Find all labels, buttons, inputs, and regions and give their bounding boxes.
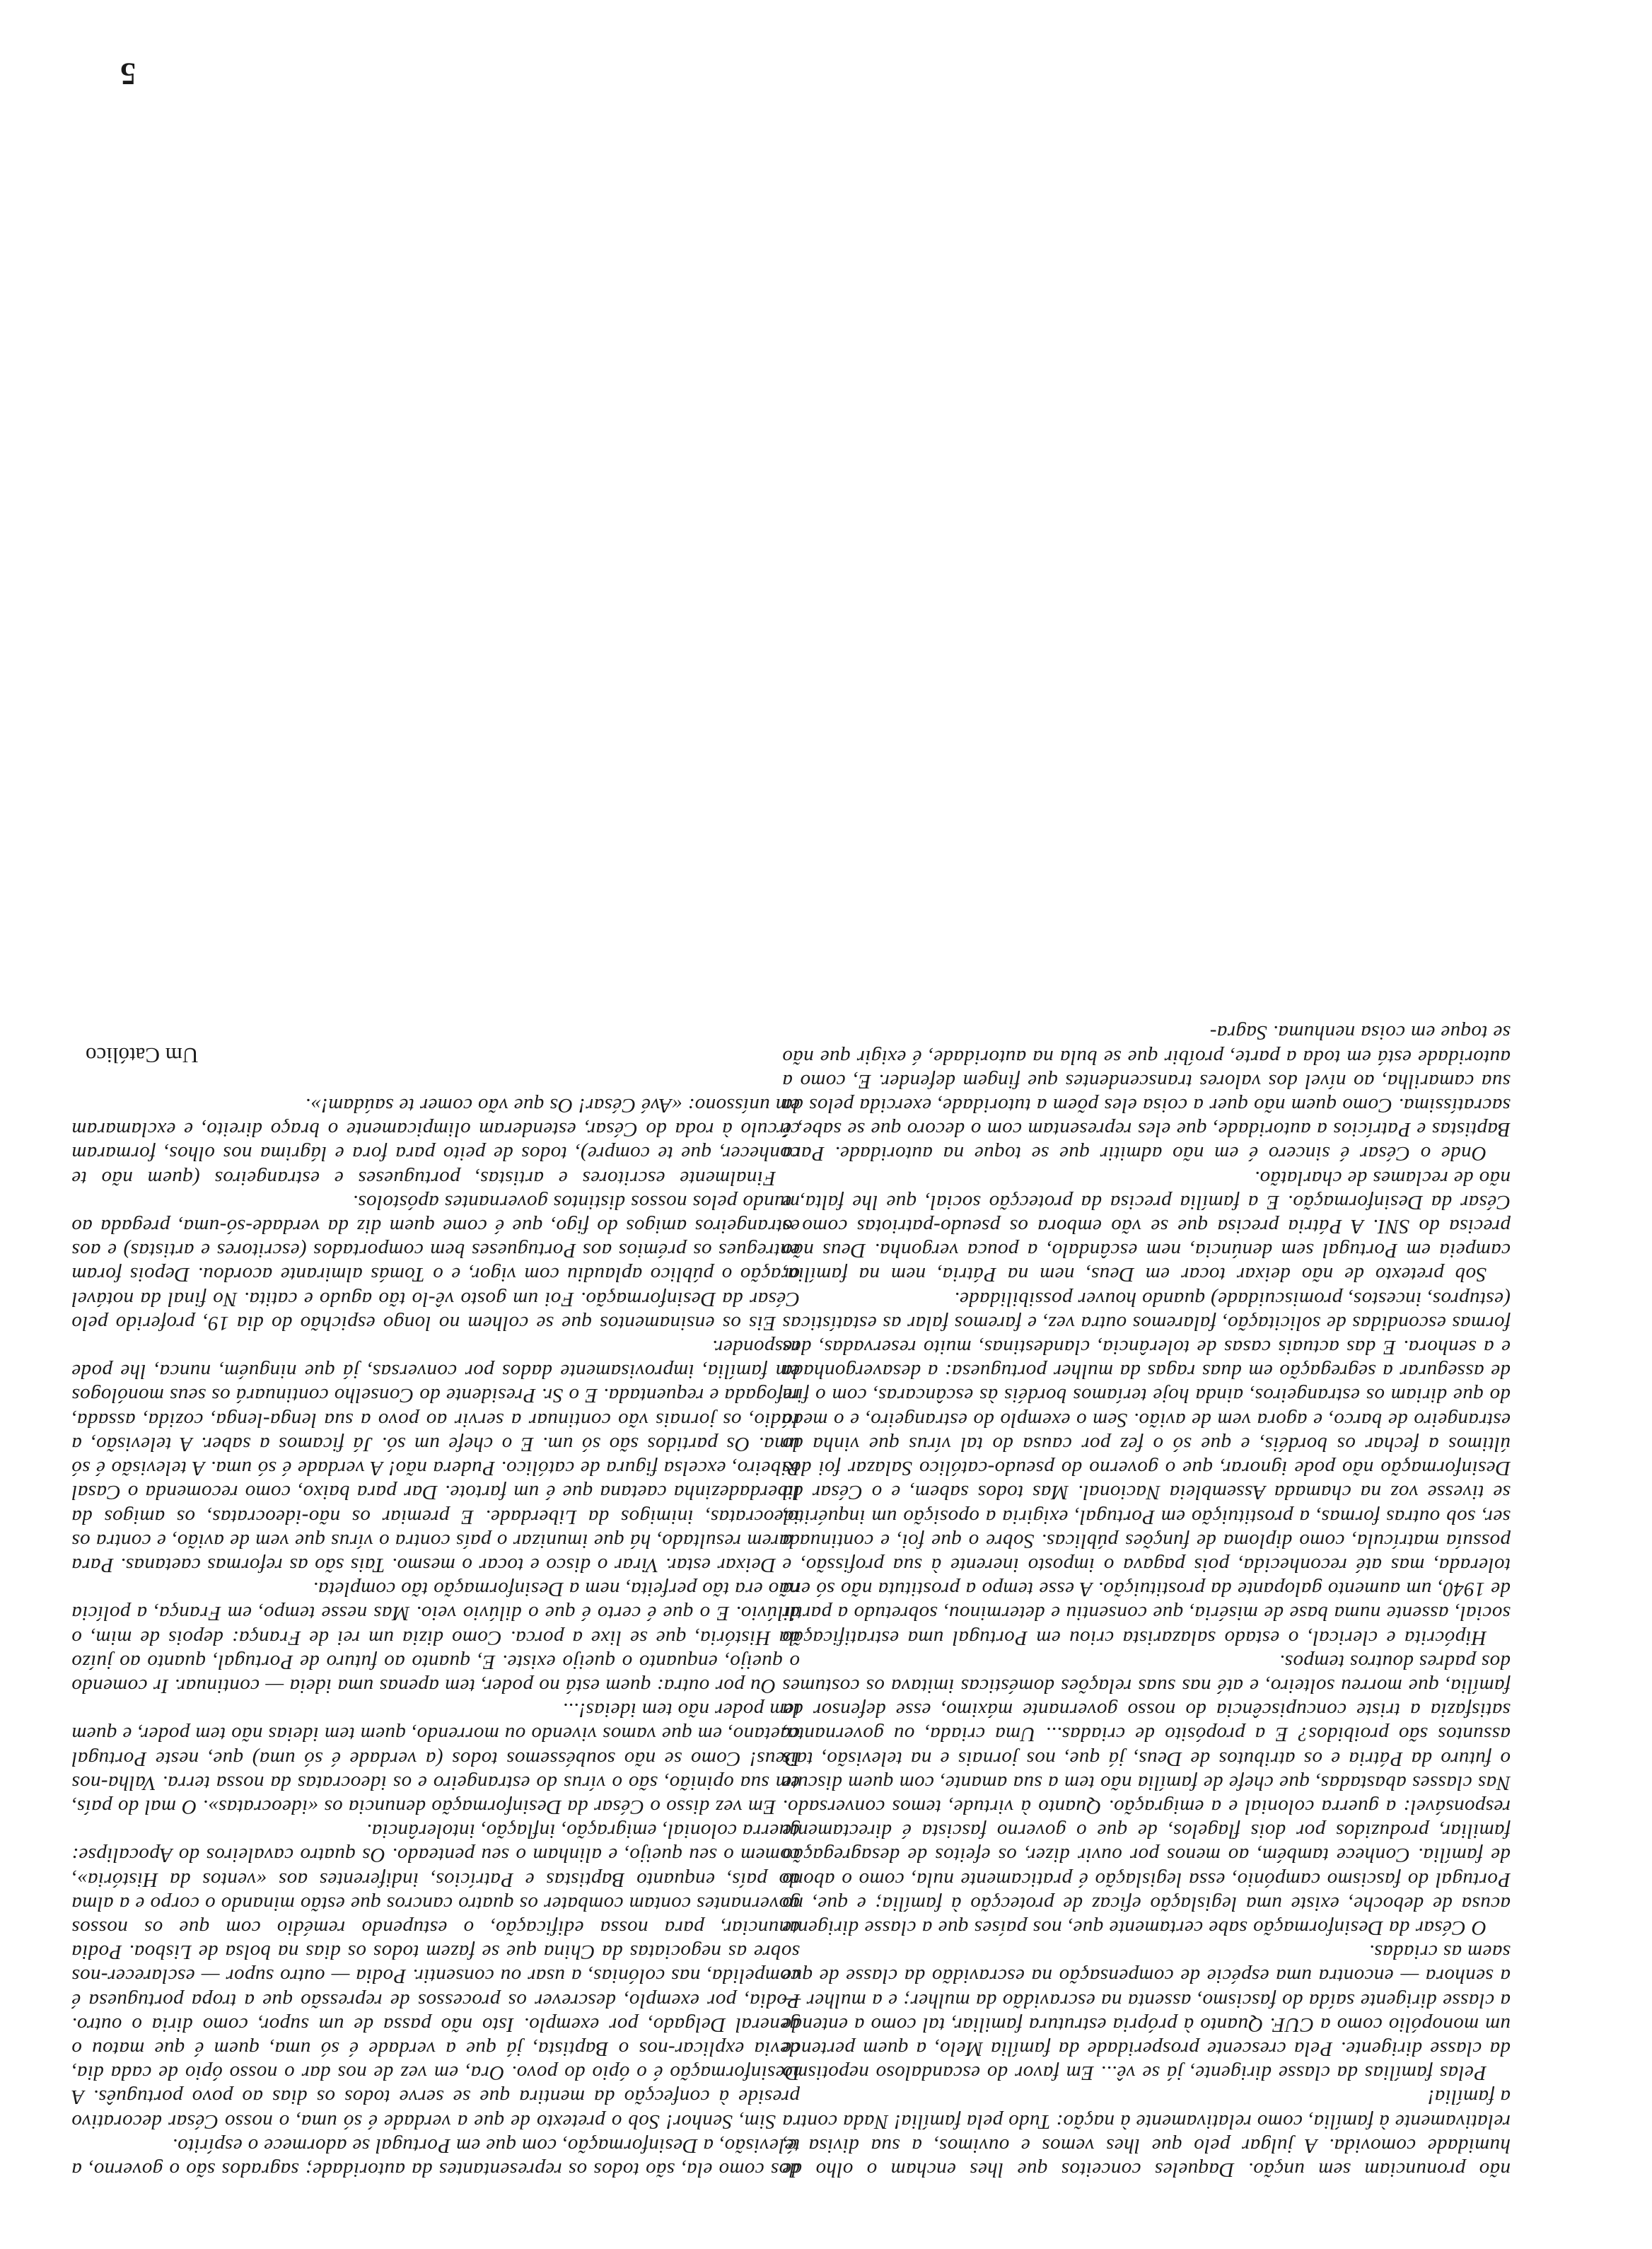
column-right <box>71 74 800 2182</box>
paragraph: Sob pretexto de não deixar tocar em Deus, nem na Pátria, nem na família, campeia em Portugal sem denúncia, nem escândalo, a pouca vergonha. Deus não precisa do SNI. A Pátria precisa que se vão embora os pseudo-patriotas como o César da Desinformação. E a família precisa da protecção social, que lhe falta, e não de reclames de charlatão. <box>782 1166 1511 1286</box>
paragraph: Hipócrita e clerical, o estado salazarista criou em Portugal uma estratificação social, assente numa base de miséria, que consentiu e determinou, sobretudo a partir de 1940, um aumento galopante da prostituição. A esse tempo a prostituta não só era tolerada, mas até reconhecida, pois pagava o imposto inerente à sua profissão, e possuía matrícula, como diploma de funções públicas. Sobre o que foi, e continua a ser, sob outras formas, a prostituição em Portugal, exigiria a oposição um inquérito, se tivesse voz na chamada Assembleia Nacional. Mas todos sabem, e o César da Desinformação não pode ignorar, que o governo do pseudo-católico Salazar foi dos últimos a fechar os bordéis, e que só o fez por causa do tal vírus que vinha do estrangeiro de barco, e agora vem de avião. Sem o exemplo do estrangeiro, e o medo do que diriam os estrangeiros, ainda hoje teríamos bordéis às escâncaras, com o fim de assegurar a segregação em duas ragas da mulher portuguesa: a desavergonhada e a senhora. E das actuais casas de tolerância, clandestinas, muito reservadas, das formas escondidas de solicitação, falaremos outra vez, e faremos falar as estatísticas (estupros, incestos, promiscuidade) quando houver possibilidade. <box>782 1287 1511 1649</box>
paragraph: Sim, Senhor! Sob o pretexto de que a verdade é só uma, o nosso César decorativo preside à confecção da mentira que se serve todos os dias ao povo português. A Desinformação é o ópio do povo. Ora, em vez de nos dar o nosso ópio de cada dia, devia explicar-nos o Baptista, já que a verdade é só uma, quem é que matou o general Delgado, por exemplo. Isto não passa de um supor, como diria o outro. Podia, por exemplo, descrever os processos de repressão que a tropa portuguesa é compelida, nas colónias, a usar ou consentir. Podia — outro supor — esclarecer-nos sobre as negociatas da China que se fazem todos os dias na bolsa de Lisboa. Podia anunciar, para nossa edificação, o estupendo remédio com que os nossos governantes contam combater os quatro cancros que estão minando o corpo e a alma do país, enquanto Baptistas e Patrícios, indiferentes aos «ventos da História», comem o seu queijo, e alinham o seu penteado. Os quatro cavaleiros do Apocalipse: guerra colonial, emigração, inflação, intolerância. <box>71 1820 800 2133</box>
paragraph: Em vez disso o César da Desinformação denuncia os «ideocratas». O mal do país, em sua opinião, são o vírus do estrangeiro e os ideocratas da nossa terra. Valha-nos Deus! Como se não soubéssemos todos (a verdade é só uma) que, neste Portugal caetano, em que vamos vivendo ou morrendo, quem tem ideias não tem poder, e quem tem poder não tem ideias!... <box>71 1699 800 1818</box>
paragraph: não pronunciam sem unção. Daqueles conceitos que lhes encham o olho de humidade comovida. A julgar pelo que lhes vemos e ouvimos, a sua divisa é, relativamente à família, como relativamente à nação: Tudo pela família! Nada contra a família! <box>782 2086 1511 2181</box>
paragraph: Deixar estar. Virar o disco e tocar o mesmo. Tais são as reformas caetanas. Para darem resultado, há que imunizar o país contra o vírus que vem de avião, e contra os ideocratas, inimigos da Liberdade. E premiar os não-ideocratas, os amigos da liberdadezinha caetana que é um fartote. Dar para baixo, como recomenda o Casal Ribeiro, excelsa figura de católico. Pudera não! A verdade é só uma. A televisão é só uma. Os partidos são só um. E o chefe um só. Já ficamos a saber. A televisão, a rádio, os jornais vão continuar a servir ao povo a sua lenga-lenga, cozida, assada, refogada e requentada. E o Sr. Presidente do Conselho continuará os seus monólogos em família, improvisamente dados por conversas, já que ninguém, nunca, lhe pode responder. <box>71 1336 800 1576</box>
signature: Um Católico <box>86 1042 199 1068</box>
paragraph: dos como ela, são todos os representantes da autoridade; sagrados são o governo, a televisão, a Desinformação, com que em Portugal se adormece o espírito. <box>71 2134 800 2181</box>
paragraph: O César da Desinformação sabe certamente que, nos países que a classe dirigente acusa de deboche, existe uma legislação eficaz de protecção à família; e que, no Portugal do fascismo campónio, essa legislação é praticamente nula, como o abono de família. Conhece também, ao menos por ouvir dizer, os efeitos de desagregação familiar, produzidos por dois flagelos, de que o governo fascista é directamente responsável: a guerra colonial e a emigração. Quanto à virtude, temos conversado. Nas classes abastadas, que chefe de família não tem a sua amante, com quem discute o futuro da Pátria e os atributos de Deus, já que, nos jornais e na televisão, tais assuntos são proibidos? E a propósito de criadas... Uma criada, ou governanta, satisfazia a triste concupiscência do nosso governante máximo, esse defensor da família, que morreu solteiro, e até nas suas relações domésticas imitava os costumes dos padres doutros tempos. <box>782 1650 1511 1939</box>
paragraph: Finalmente escritores e artistas, portugueses e estrangeiros (quem não te conhecer, que te compre), todos de peito para fora e lágrima nos olhos, formaram círculo à roda do César, estenderam olimpicamente o braço direito, e exclamaram em uníssono: «Avé César! Os que vão comer te saúdam!». <box>71 1094 800 1190</box>
column-left <box>782 74 1511 2182</box>
paragraph: Onde o César é sincero é em não admitir que se toque na autoridade. Para Baptistas e Patrícios a autoridade, que eles representam com o decoro que se sabe, é sacratíssima. Como quem não quer a coisa eles põem a tutoridade, exercida pelos da sua camarilha, ao nível dos valores transcendentes que fingem defender. E, como a autoridade está em toda a parte, proíbir que se bula na autoridade, é exigir que não se toque em coisa nenhuma. Sagra- <box>782 1021 1511 1166</box>
paragraph: Pelas famílias da classe dirigente, já se vê... Em favor do escandaloso nepotismo da classe dirigente. Pela crescente prosperidade da família Melo, a quem pertence um monopólio como a CUF. Quanto à própria estrutura familiar, tal como a entende a classe dirigente saída do fascismo, assenta na escravidão da mulher; e a mulher — a senhora — encontra uma espécie de compensação na escravidão da classe de que saem as criadas. <box>782 1941 1511 2085</box>
page-number: 5 <box>120 57 136 91</box>
paragraph: Eis os ensinamentos que se colhem no longo espichão do dia 19, proferido pelo César da Desinformação. Foi um gosto vê-lo tão agudo e catita. No final da notável oração o público aplaudiu com vigor, e o Tomás almirante acordou. Depois foram entregues os prémios aos Portugueses bem comportados (escritores e artistas) e aos estrangeiros amigos do figo, que é come quem diz da verdade-só-uma, pregada ao mundo pelos nossos distintos governantes apóstolos. <box>71 1190 800 1335</box>
paragraph: Ou por outra: quem está no poder, tem apenas uma ideia — continuar. Ir comendo o queijo, enquanto o queijo existe. E, quanto ao futuro de Portugal, quanto ao juízo da História, que se lixe a porca. Como dizia um rei de França: depois de mim, o dilúvio. E o que é certo é que o dilúvio veio. Mas nesse tempo, em França, a polícia não era tão perfeita, nem a Desinformação tão completa. <box>71 1578 800 1697</box>
